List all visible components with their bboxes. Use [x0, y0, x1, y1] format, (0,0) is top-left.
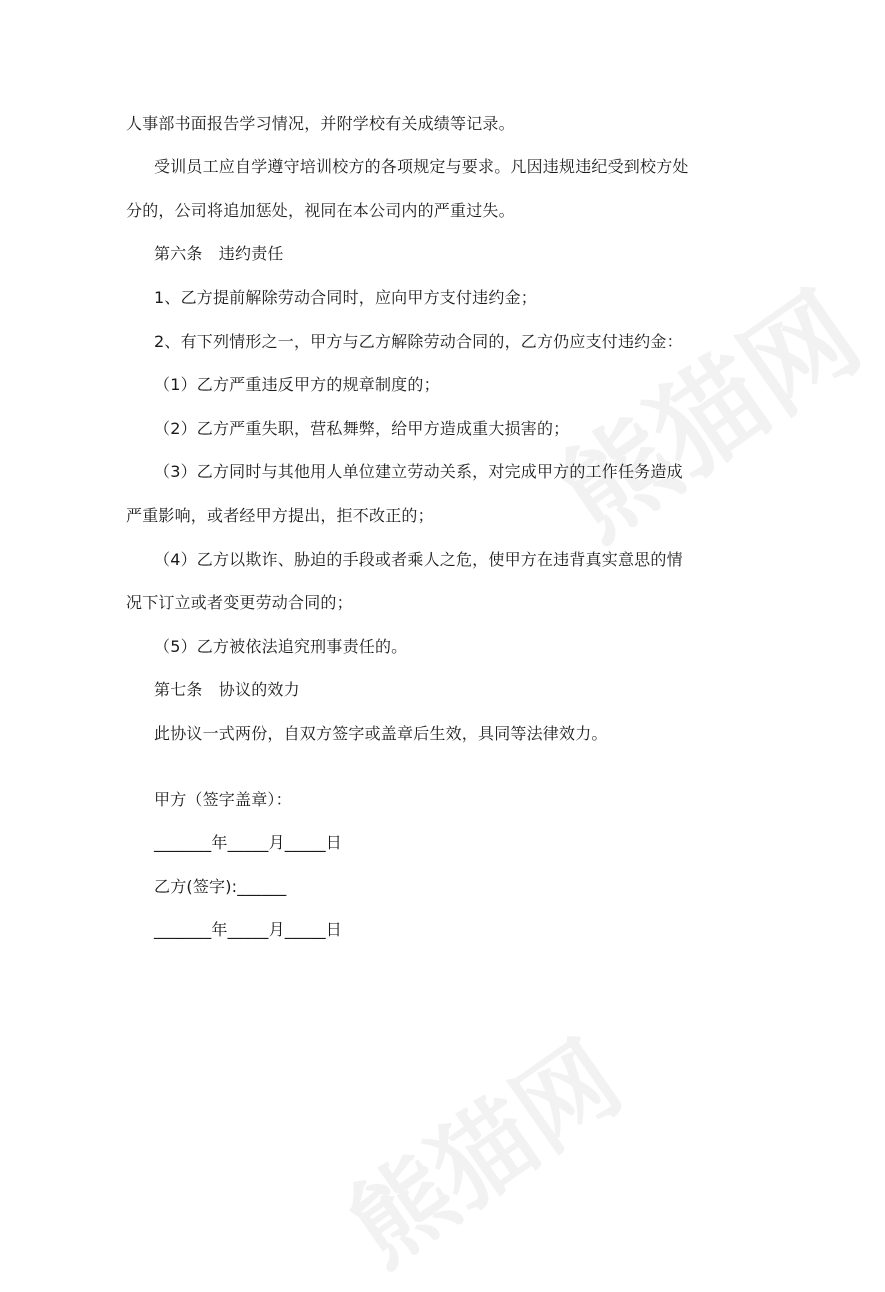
- clause-item: 2、有下列情形之一，甲方与乙方解除劳动合同的，乙方仍应支付违约金：: [154, 332, 683, 351]
- clause-subitem-continued: 严重影响，或者经甲方提出，拒不改正的；: [126, 506, 434, 525]
- watermark: 熊猫网: [538, 269, 883, 564]
- date-line: _______年_____月_____日: [154, 833, 343, 852]
- clause-subitem: （3）乙方同时与其他用人单位建立劳动关系，对完成甲方的工作任务造成: [154, 462, 683, 481]
- paragraph-line: 受训员工应自学遵守培训校方的各项规定与要求。凡因违规违纪受到校方处: [154, 157, 689, 176]
- section-heading-breach-liability: 第六条 违约责任: [154, 244, 284, 263]
- party-a-signature-label: 甲方（签字盖章）：: [154, 790, 292, 809]
- paragraph-line: 分的，公司将追加惩处，视同在本公司内的严重过失。: [126, 201, 515, 220]
- clause-subitem: （5）乙方被依法追究刑事责任的。: [154, 637, 408, 656]
- clause-subitem: （1）乙方严重违反甲方的规章制度的；: [154, 375, 440, 394]
- paragraph-line: 人事部书面报告学习情况，并附学校有关成绩等记录。: [126, 114, 515, 133]
- clause-subitem-continued: 况下订立或者变更劳动合同的；: [126, 593, 353, 612]
- clause-subitem: （4）乙方以欺诈、胁迫的手段或者乘人之危，使甲方在违背真实意思的情: [154, 550, 683, 569]
- date-line: _______年_____月_____日: [154, 920, 343, 939]
- party-b-signature-label: 乙方(签字):______: [154, 877, 287, 896]
- section-heading-agreement-effect: 第七条 协议的效力: [154, 680, 300, 699]
- paragraph-line: 此协议一式两份，自双方签字或盖章后生效，具同等法律效力。: [154, 724, 608, 743]
- clause-subitem: （2）乙方严重失职，营私舞弊，给甲方造成重大损害的；: [154, 419, 570, 438]
- clause-item: 1、乙方提前解除劳动合同时，应向甲方支付违约金；: [154, 288, 537, 307]
- watermark: 熊猫网: [328, 1020, 642, 1288]
